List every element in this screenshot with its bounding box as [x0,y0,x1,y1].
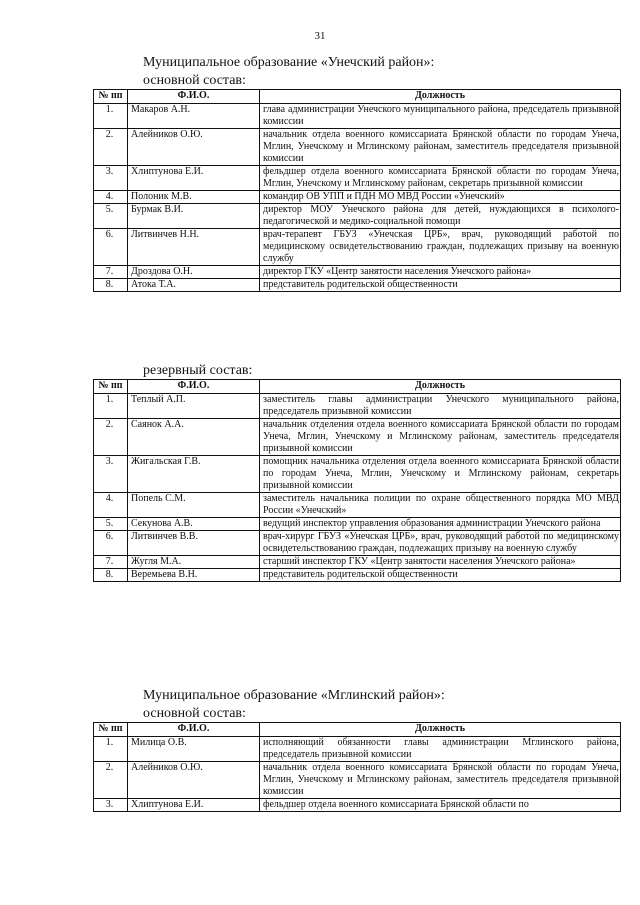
row-num: 5. [94,204,128,229]
column-header-position: Должность [260,90,621,104]
row-num: 3. [94,456,128,493]
column-header-position: Должность [260,723,621,737]
row-name: Дроздова О.Н. [128,266,260,279]
row-position: представитель родительской общественности [260,569,621,582]
row-name: Литвинчев Н.Н. [128,229,260,266]
table-header-row [94,723,621,737]
table-row [94,191,621,204]
table-row [94,129,621,166]
column-header-position: Должность [260,380,621,394]
row-name: Милица О.В. [128,737,260,762]
table-row [94,394,621,419]
row-num: 6. [94,531,128,556]
row-position: фельдшер отдела военного комиссариата Брянской области по [260,799,621,812]
row-position: врач-хирург ГБУЗ «Унечская ЦРБ», врач, руководящий работой по медицинскому освидетельствованию граждан, подлежащих призыву на военную службу [260,531,621,556]
row-num: 3. [94,799,128,812]
row-name: Жигальская Г.В. [128,456,260,493]
row-num: 2. [94,129,128,166]
table-header-row [94,90,621,104]
table-row [94,419,621,456]
row-name: Саянок А.А. [128,419,260,456]
table-row [94,569,621,582]
row-position: старший инспектор ГКУ «Центр занятости населения Унечского района» [260,556,621,569]
row-position: директор ГКУ «Центр занятости населения Унечского района» [260,266,621,279]
table-row [94,556,621,569]
section-3-heading: Муниципальное образование «Мглинский район»: [143,688,445,703]
row-num: 1. [94,394,128,419]
page-number: 31 [314,30,326,42]
row-name: Веремьева В.Н. [128,569,260,582]
row-num: 7. [94,556,128,569]
row-position: врач-терапевт ГБУЗ «Унечская ЦРБ», врач, руководящий работой по медицинскому освидетельствованию граждан, подлежащих призыву на военную службу [260,229,621,266]
row-name: Полоник М.В. [128,191,260,204]
section-3-subheading: основной состав: [143,706,246,721]
section-2-subheading: резервный состав: [143,363,253,378]
row-position: помощник начальника отделения отдела военного комиссариата Брянской области по городам Унеча, Мглин, Унечскому и Мглинскому районам, секретарь призывной комиссии [260,456,621,493]
table-row [94,518,621,531]
section-1-subheading: основной состав: [143,73,246,88]
table-row [94,104,621,129]
row-position: начальник отдела военного комиссариата Брянской области по городам Унеча, Мглин, Унечскому и Мглинскому районам, заместитель председателя призывной комиссии [260,762,621,799]
table-row [94,799,621,812]
row-name: Атока Т.А. [128,279,260,292]
row-num: 5. [94,518,128,531]
row-position: командир ОВ УПП и ПДН МО МВД России «Унечский» [260,191,621,204]
row-num: 6. [94,229,128,266]
row-name: Хлиптунова Е.И. [128,799,260,812]
row-name: Хлиптунова Е.И. [128,166,260,191]
row-position: фельдшер отдела военного комиссариата Брянской области по городам Унеча, Мглин, Унечскому и Мглинскому районам, секретарь призывной комиссии [260,166,621,191]
row-num: 4. [94,191,128,204]
row-name: Литвинчев В.В. [128,531,260,556]
row-num: 4. [94,493,128,518]
row-num: 2. [94,762,128,799]
table-row [94,456,621,493]
section-2-table [93,379,621,582]
row-position: ведущий инспектор управления образования администрации Унечского района [260,518,621,531]
table-row [94,166,621,191]
column-header-name: Ф.И.О. [128,723,260,737]
row-num: 8. [94,279,128,292]
row-position: директор МОУ Унечского района для детей, нуждающихся в психолого-педагогической и медико-социальной помощи [260,204,621,229]
row-num: 2. [94,419,128,456]
row-position: начальник отдела военного комиссариата Брянской области по городам Унеча, Мглин, Унечскому и Мглинскому районам, заместитель председателя призывной комиссии [260,129,621,166]
row-name: Попель С.М. [128,493,260,518]
row-position: заместитель главы администрации Унечского муниципального района, председатель призывной комиссии [260,394,621,419]
row-name: Жугля М.А. [128,556,260,569]
row-position: глава администрации Унечского муниципального района, председатель призывной комиссии [260,104,621,129]
table-row [94,493,621,518]
table-row [94,266,621,279]
column-header-num: № пп [94,90,128,104]
row-num: 8. [94,569,128,582]
row-name: Теплый А.П. [128,394,260,419]
section-1-heading: Муниципальное образование «Унечский район»: [143,55,435,70]
table-row [94,229,621,266]
section-1-table [93,89,621,292]
row-name: Бурмак В.И. [128,204,260,229]
row-name: Алейников О.Ю. [128,762,260,799]
row-num: 1. [94,104,128,129]
table-row [94,737,621,762]
row-position: начальник отделения отдела военного комиссариата Брянской области по городам Унеча, Мглин, Унечскому и Мглинскому районам, заместитель председателя призывной комиссии [260,419,621,456]
row-name: Макаров А.Н. [128,104,260,129]
table-row [94,204,621,229]
column-header-num: № пп [94,723,128,737]
row-num: 1. [94,737,128,762]
column-header-name: Ф.И.О. [128,380,260,394]
row-name: Алейников О.Ю. [128,129,260,166]
section-3-table [93,722,621,812]
table-row [94,279,621,292]
table-row [94,762,621,799]
row-num: 3. [94,166,128,191]
column-header-num: № пп [94,380,128,394]
row-position: исполняющий обязанности главы администрации Мглинского района, председатель призывной комиссии [260,737,621,762]
row-position: заместитель начальника полиции по охране общественного порядка МО МВД России «Унечский» [260,493,621,518]
row-name: Секунова А.В. [128,518,260,531]
row-num: 7. [94,266,128,279]
row-position: представитель родительской общественности [260,279,621,292]
table-header-row [94,380,621,394]
table-row [94,531,621,556]
column-header-name: Ф.И.О. [128,90,260,104]
